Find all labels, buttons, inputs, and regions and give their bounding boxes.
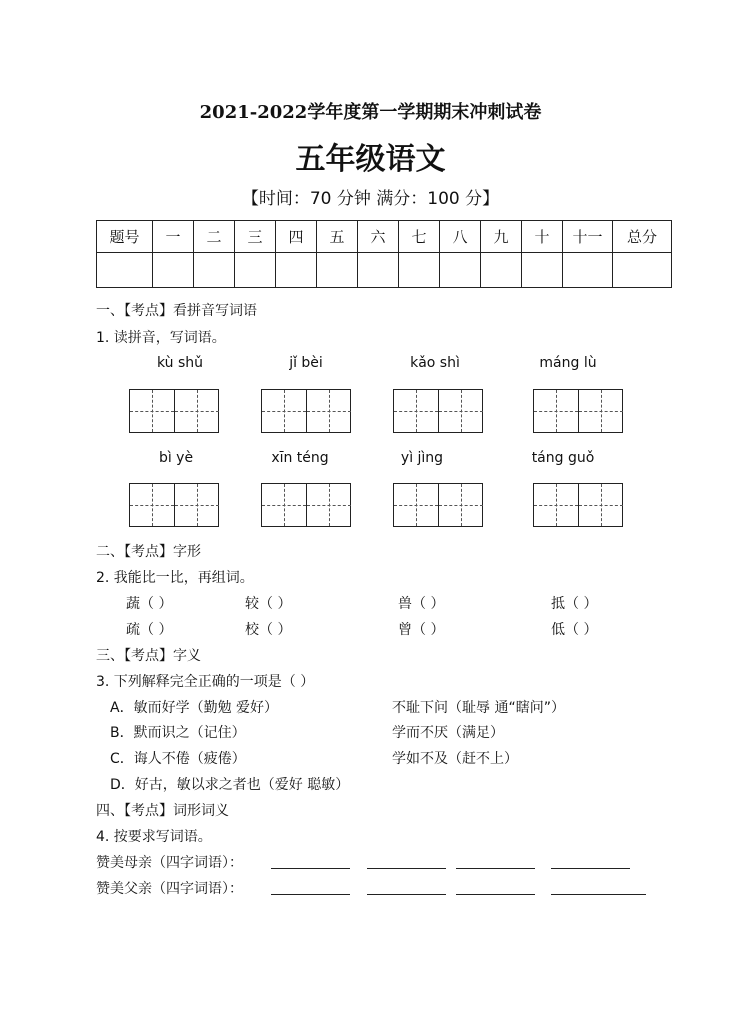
writing-grid[interactable] (533, 389, 623, 433)
answer-blank[interactable] (456, 894, 535, 895)
section4-heading: 四、【考点】词形词义 (96, 803, 229, 819)
score-entry-cell[interactable] (613, 253, 672, 288)
praise-father-label: 赞美父亲（四字词语）： (96, 881, 243, 897)
writing-grid[interactable] (129, 483, 219, 527)
score-entry-cell[interactable] (563, 253, 613, 288)
pinyin-label: xīn téng (271, 450, 329, 466)
score-header-cell: 六 (358, 221, 399, 253)
praise-mother-label: 赞美母亲（四字词语）： (96, 855, 243, 871)
score-entry-cell[interactable] (97, 253, 153, 288)
writing-grid[interactable] (261, 389, 351, 433)
score-entry-cell[interactable] (399, 253, 440, 288)
writing-grid[interactable] (393, 483, 483, 527)
score-entry-cell[interactable] (276, 253, 317, 288)
answer-blank[interactable] (271, 868, 350, 869)
compare-word-item: 抵（ ） (551, 596, 598, 612)
exam-meta: 【时间：70 分钟 满分：100 分】 (241, 189, 500, 209)
compare-word-item: 疏（ ） (126, 622, 173, 638)
score-header-cell: 题号 (97, 221, 153, 253)
score-header-cell: 十 (522, 221, 563, 253)
pinyin-label: kù shǔ (156, 355, 204, 371)
compare-word-item: 低（ ） (551, 622, 598, 638)
score-header-cell: 九 (481, 221, 522, 253)
score-header-cell: 五 (317, 221, 358, 253)
writing-grid[interactable] (533, 483, 623, 527)
score-table-header-row (97, 221, 672, 253)
compare-word-item: 校（ ） (245, 622, 292, 638)
question1: 1. 读拼音，写词语。 (96, 330, 226, 346)
pinyin-label: kǎo shì (410, 355, 460, 371)
pinyin-label: yì jìng (400, 450, 444, 466)
score-entry-cell[interactable] (153, 253, 194, 288)
question4: 4. 按要求写词语。 (96, 829, 212, 845)
score-table (96, 220, 672, 288)
score-entry-cell[interactable] (358, 253, 399, 288)
score-header-cell: 三 (235, 221, 276, 253)
pinyin-label: bì yè (158, 450, 194, 466)
score-header-cell: 总分 (613, 221, 672, 253)
option-a: A．敏而好学（勤勉 爱好） (110, 700, 279, 716)
answer-blank[interactable] (367, 894, 446, 895)
answer-blank[interactable] (551, 868, 630, 869)
option-c-second: 学如不及（赶不上） (392, 751, 518, 767)
writing-grid[interactable] (261, 483, 351, 527)
option-b-second: 学而不厌（满足） (392, 725, 504, 741)
pinyin-label: jǐ bèi (289, 355, 323, 371)
score-entry-cell[interactable] (235, 253, 276, 288)
question2: 2. 我能比一比，再组词。 (96, 570, 254, 586)
score-entry-cell[interactable] (317, 253, 358, 288)
score-header-cell: 二 (194, 221, 235, 253)
answer-blank[interactable] (367, 868, 446, 869)
option-c: C．诲人不倦（疲倦） (110, 751, 246, 767)
score-header-cell: 七 (399, 221, 440, 253)
option-a-second: 不耻下问（耻辱 通“瞎问”） (392, 700, 565, 716)
compare-word-item: 兽（ ） (398, 596, 445, 612)
section3-heading: 三、【考点】字义 (96, 648, 201, 664)
subject-title: 五年级语文 (295, 142, 446, 177)
score-entry-cell[interactable] (522, 253, 563, 288)
answer-blank[interactable] (271, 894, 350, 895)
section1-heading: 一、【考点】看拼音写词语 (96, 303, 257, 319)
writing-grid[interactable] (393, 389, 483, 433)
answer-blank[interactable] (551, 894, 646, 895)
score-header-cell: 四 (276, 221, 317, 253)
score-header-cell: 八 (440, 221, 481, 253)
answer-blank[interactable] (456, 868, 535, 869)
compare-word-item: 较（ ） (245, 596, 292, 612)
score-entry-cell[interactable] (194, 253, 235, 288)
option-b: B．默而识之（记住） (110, 725, 246, 741)
score-table-entry-row (97, 253, 672, 288)
writing-grid[interactable] (129, 389, 219, 433)
compare-word-item: 曾（ ） (398, 622, 445, 638)
section2-heading: 二、【考点】字形 (96, 544, 201, 560)
option-d: D．好古，敏以求之者也（爱好 聪敏） (110, 777, 350, 793)
score-entry-cell[interactable] (440, 253, 481, 288)
score-entry-cell[interactable] (481, 253, 522, 288)
pinyin-label: táng guǒ (531, 450, 595, 466)
exam-title: 2021-2022学年度第一学期期末冲刺试卷 (199, 102, 542, 123)
pinyin-label: máng lù (539, 355, 597, 371)
score-header-cell: 一 (153, 221, 194, 253)
compare-word-item: 蔬（ ） (126, 596, 173, 612)
score-header-cell: 十一 (563, 221, 613, 253)
question3: 3. 下列解释完全正确的一项是（ ） (96, 674, 315, 690)
